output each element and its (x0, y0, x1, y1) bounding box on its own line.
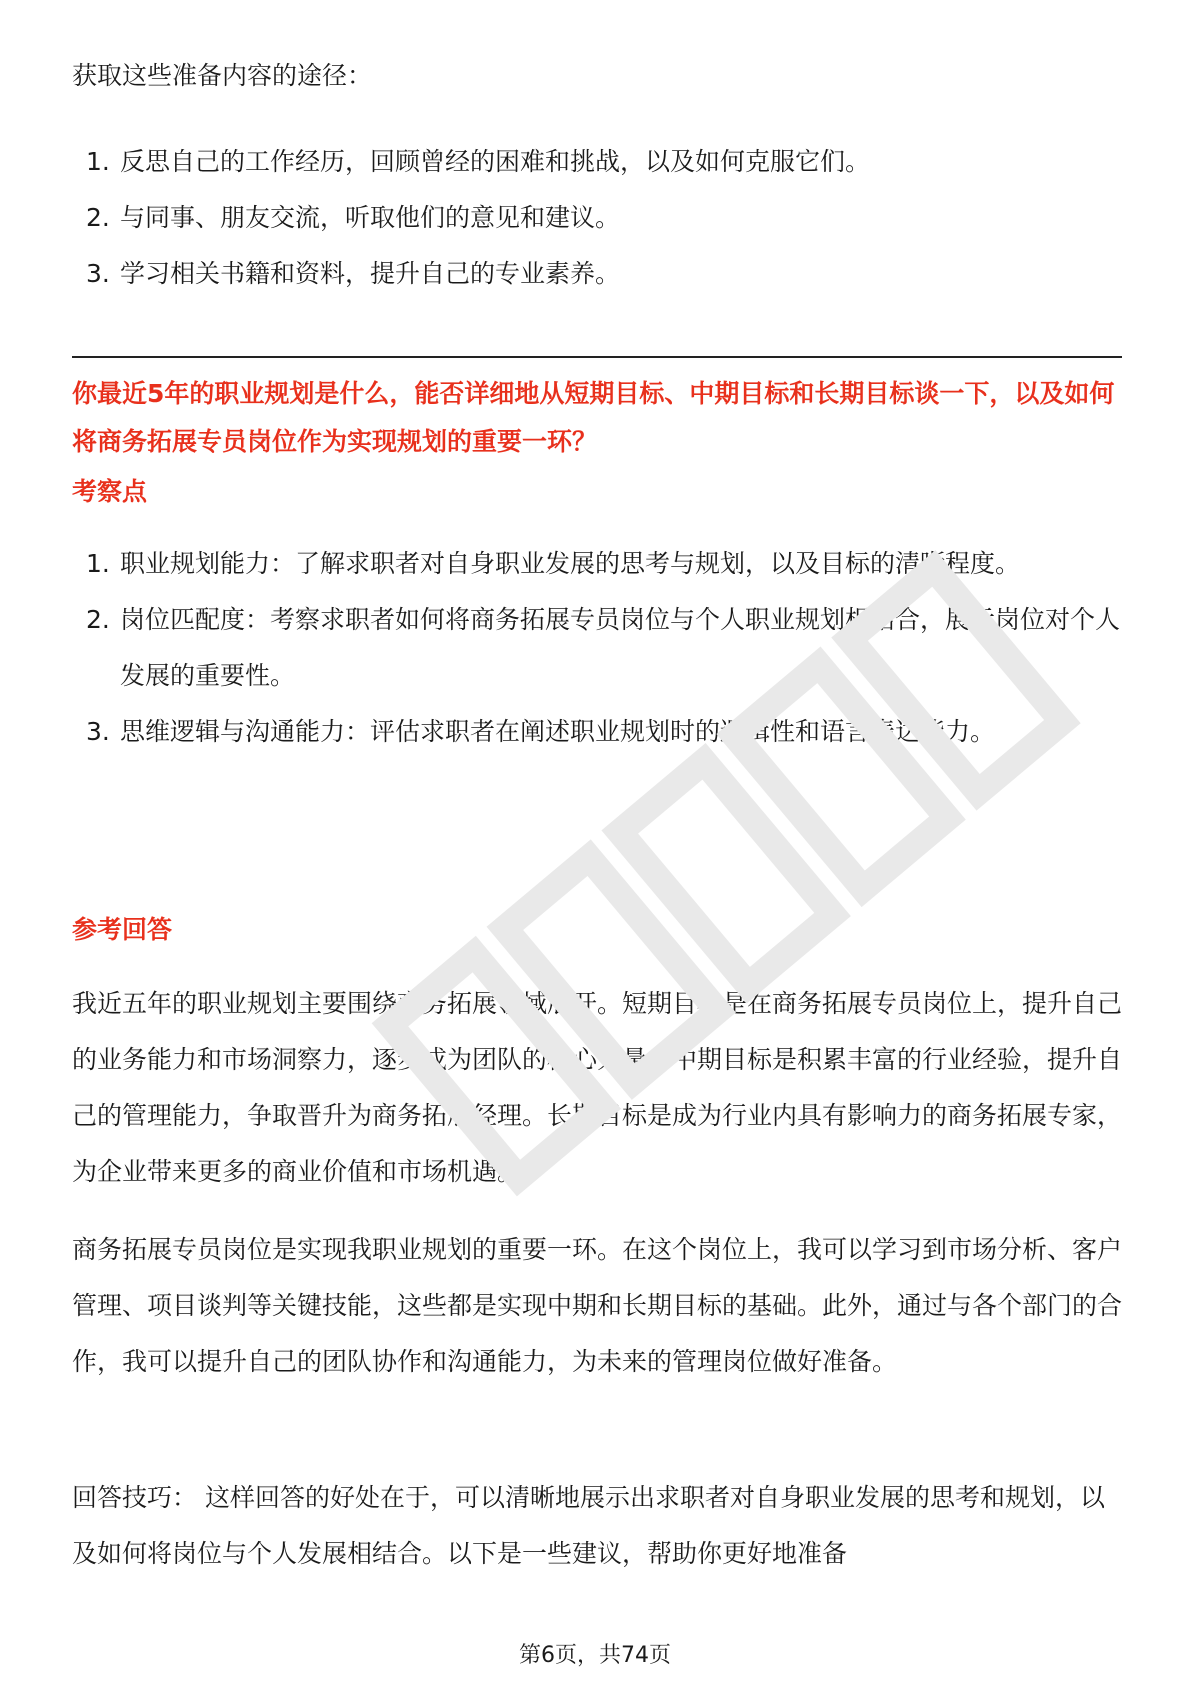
list-number: 2. (86, 605, 110, 634)
list-item (72, 592, 1122, 704)
list-text: 反思自己的工作经历，回顾曾经的困难和挑战，以及如何克服它们。 (120, 147, 871, 176)
answer-paragraph-1: 我近五年的职业规划主要围绕商务拓展领域展开。短期目标是在商务拓展专员岗位上，提升自己的业务能力和市场洞察力，逐步成为团队的核心力量。中期目标是积累丰富的行业经验，提升自己的管理能力，争取晋升为商务拓展经理。长期目标是成为行业内具有影响力的商务拓展专家，为企业带来更多的商业价值和市场机遇。 (72, 989, 1123, 1186)
answer-paragraph-2: 商务拓展专员岗位是实现我职业规划的重要一环。在这个岗位上，我可以学习到市场分析、客户管理、项目谈判等关键技能，这些都是实现中期和长期目标的基础。此外，通过与各个部门的合作，我可以提升自己的团队协作和沟通能力，为未来的管理岗位做好准备。 (72, 1235, 1123, 1376)
list-text: 岗位匹配度：考察求职者如何将商务拓展专员岗位与个人职业规划相结合，展示岗位对个人发展的重要性。 (120, 605, 1121, 690)
list-text: 思维逻辑与沟通能力：评估求职者在阐述职业规划时的逻辑性和语言表达能力。 (120, 717, 996, 746)
tips-paragraph: 回答技巧： 这样回答的好处在于，可以清晰地展示出求职者对自身职业发展的思考和规划，以及如何将岗位与个人发展相结合。以下是一些建议，帮助你更好地准备 (72, 1483, 1105, 1568)
list-number: 1. (86, 549, 110, 578)
list-number: 3. (86, 259, 110, 288)
list-item (72, 190, 1122, 246)
list-item (72, 536, 1122, 592)
list-text: 学习相关书籍和资料，提升自己的专业素养。 (120, 259, 621, 288)
list-number: 2. (86, 203, 110, 232)
list-item (72, 134, 1122, 190)
list-item (72, 246, 1122, 302)
intro-text: 获取这些准备内容的途径： (72, 61, 373, 90)
prep-list (72, 134, 1122, 302)
list-item (72, 704, 1122, 760)
list-text: 与同事、朋友交流，听取他们的意见和建议。 (120, 203, 621, 232)
list-text: 职业规划能力：了解求职者对自身职业发展的思考与规划，以及目标的清晰程度。 (120, 549, 1021, 578)
kaocha-list (72, 536, 1122, 760)
question-heading: 你最近5年的职业规划是什么，能否详细地从短期目标、中期目标和长期目标谈一下，以及如何将商务拓展专员岗位作为实现规划的重要一环？ (72, 379, 1115, 456)
list-number: 1. (86, 147, 110, 176)
section-divider (72, 356, 1122, 358)
cankao-heading: 参考回答 (72, 915, 173, 944)
kaocha-heading: 考察点 (72, 477, 148, 506)
list-number: 3. (86, 717, 110, 746)
page-footer: 第6页，共74页 (519, 1643, 671, 1668)
